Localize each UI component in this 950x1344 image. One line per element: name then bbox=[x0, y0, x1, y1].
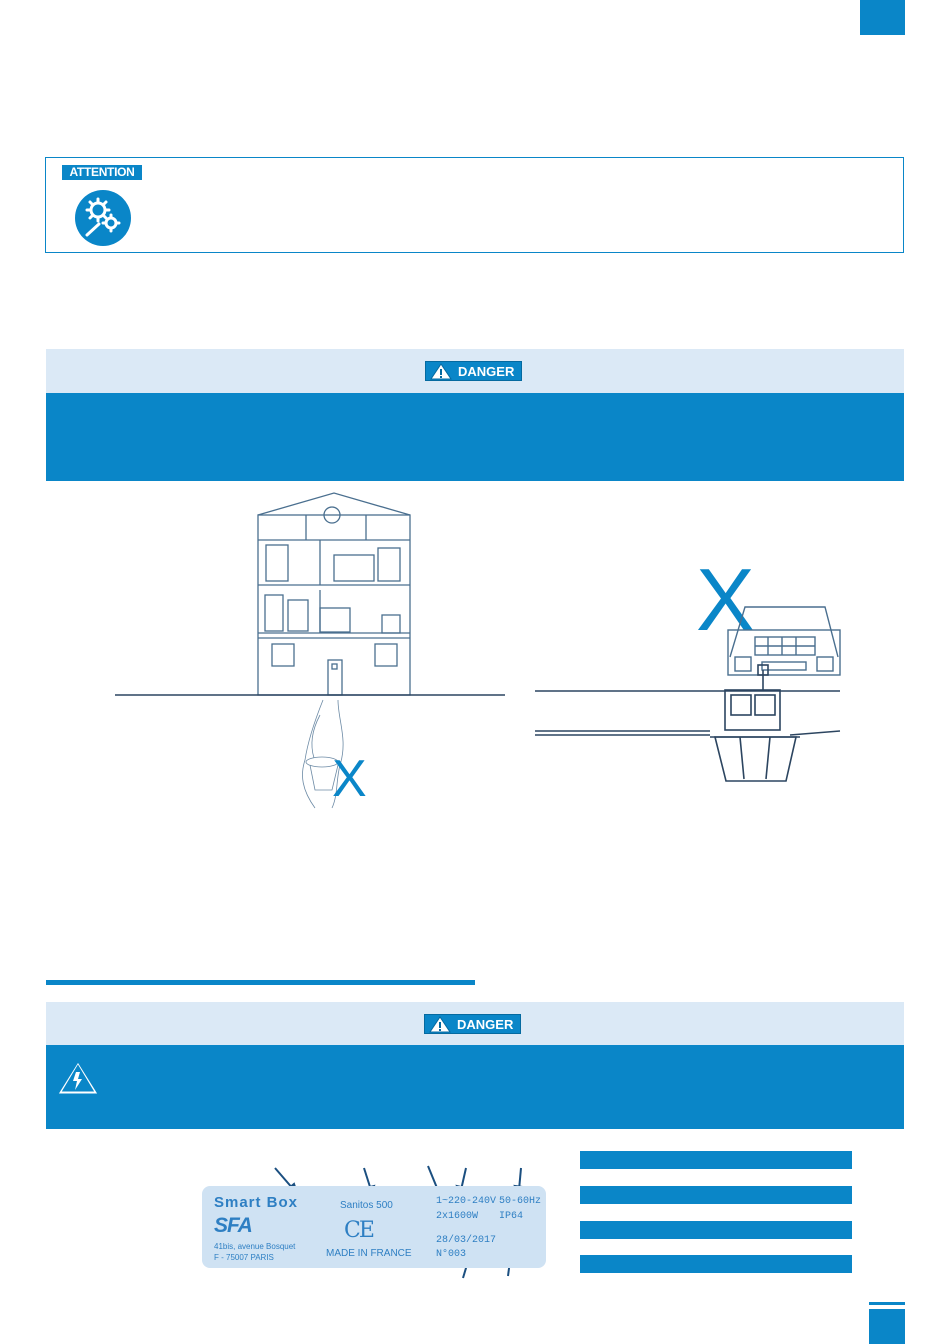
plate-address-line1: 41bis, avenue Bosquet bbox=[214, 1242, 296, 1251]
plate-serial: N°003 bbox=[436, 1249, 467, 1260]
page-number-tab bbox=[869, 1302, 905, 1305]
plate-origin: MADE IN FRANCE bbox=[326, 1248, 412, 1259]
legend-bar-1 bbox=[580, 1151, 852, 1169]
nameplate-label bbox=[202, 1186, 546, 1268]
plate-model: Sanitos 500 bbox=[340, 1200, 393, 1211]
plate-wattage: 2x1600W bbox=[436, 1211, 479, 1222]
danger-label-2: DANGER bbox=[457, 1017, 514, 1032]
attention-label: ATTENTION bbox=[62, 165, 142, 180]
legend-bar-4 bbox=[580, 1255, 852, 1273]
plate-date: 28/03/2017 bbox=[436, 1235, 497, 1246]
legend-bar-2 bbox=[580, 1186, 852, 1204]
danger-label-1: DANGER bbox=[458, 364, 515, 379]
page-number-block bbox=[869, 1309, 905, 1344]
plate-logo: SFA bbox=[214, 1214, 252, 1237]
plate-power: 1~220-240V bbox=[436, 1196, 497, 1207]
ce-mark: CE bbox=[344, 1218, 373, 1243]
plate-frequency: 50-60Hz bbox=[499, 1196, 542, 1207]
plate-ip-rating: IP64 bbox=[499, 1211, 524, 1222]
plate-address-line2: F - 75007 PARIS bbox=[214, 1253, 274, 1262]
right-x-mark: X bbox=[696, 550, 755, 649]
legend-bar-3 bbox=[580, 1221, 852, 1239]
left-x-mark: X bbox=[332, 750, 367, 808]
plate-brand: Smart Box bbox=[214, 1194, 299, 1211]
